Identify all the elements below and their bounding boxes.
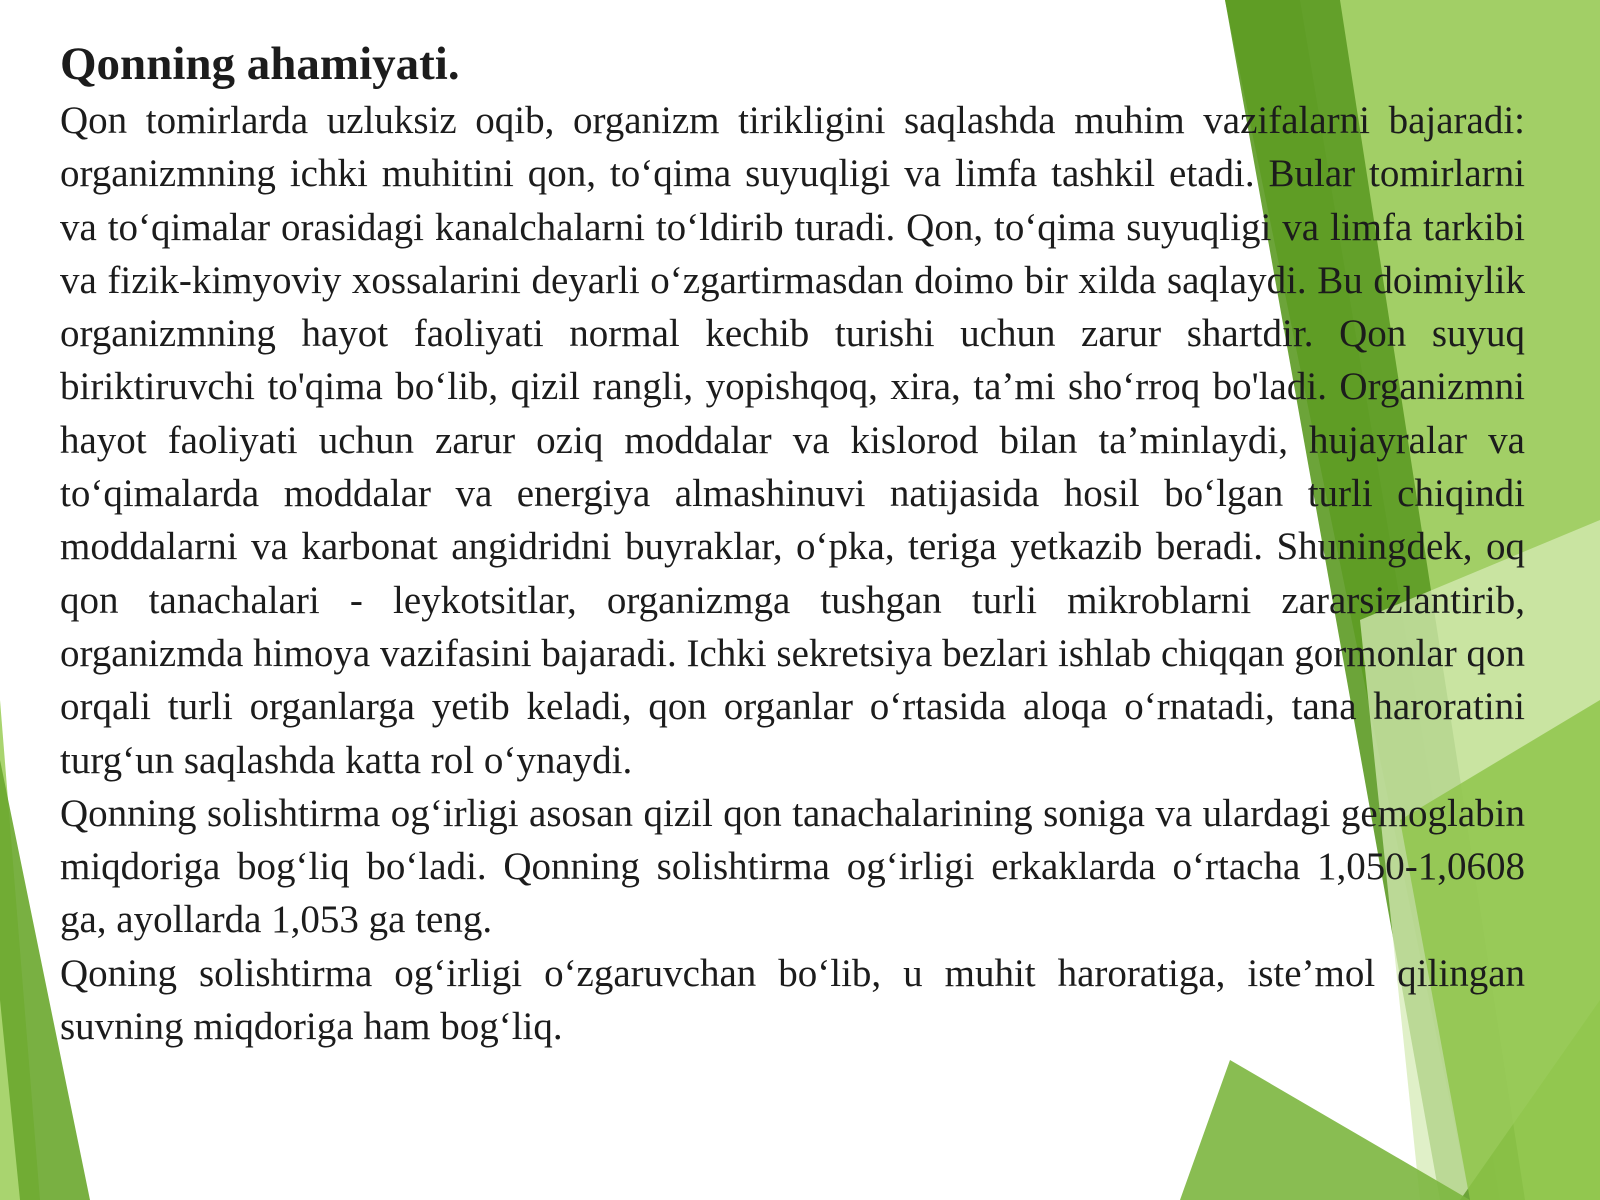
paragraph-variability: Qoning solishtirma og‘irligi o‘zgaruvchan bo‘lib, u muhit haroratiga, iste’mol qilingan suvning miqdoriga ham bog‘liq. <box>60 951 1525 1049</box>
paragraph-specific-gravity: Qonning solishtirma og‘irligi asosan qizil qon tanachalarining soniga va ulardagi gemoglabin miqdoriga bog‘liq bo‘ladi. Qonning solishtirma og‘irligi erkaklarda o‘rtacha 1,050-1,0608 ga, ayollarda 1,053 ga teng. <box>60 791 1525 942</box>
slide-content <box>60 34 1525 1053</box>
slide-title: Qonning ahamiyati. <box>60 38 460 90</box>
paragraph-blood-importance: Qon tomirlarda uzluksiz oqib, organizm tirikligini saqlashda muhim vazifalarni bajaradi: organizmning ichki muhitini qon, to‘qima suyuqligi va limfa tashkil etadi. Bular tomirlarni va to‘qimalar orasidagi kanalchalarni to‘ldirib turadi. Qon, to‘qima suyuqligi va limfa tarkibi va fizik-kimyoviy xossalarini deyarli o‘zgartirmasdan doimo bir xilda saqlaydi. Bu doimiylik organizmning hayot faoliyati normal kechib turishi uchun zarur shartdir. Qon suyuq biriktiruvchi to'qima bo‘lib, qizil rangli, yopishqoq, xira, ta’mi sho‘rroq bo'ladi. Organizmni hayot faoliyati uchun zarur oziq moddalar va kislorod bilan ta’minlaydi, hujayralar va to‘qimalarda moddalar va energiya almashinuvi natijasida hosil bo‘lgan turli chiqindi moddalarni va karbonat angidridni buyraklar, o‘pka, teriga yetkazib beradi. Shuningdek, oq qon tanachalari - leykotsitlar, organizmga tushgan turli mikroblarni zararsizlantirib, organizmda himoya vazifasini bajaradi. Ichki sekretsiya bezlari ishlab chiqqan gormonlar qon orqali turli organlarga yetib keladi, qon organlar o‘rtasida aloqa o‘rnatadi, tana haroratini turg‘un saqlashda katta rol o‘ynaydi. <box>60 99 1525 782</box>
